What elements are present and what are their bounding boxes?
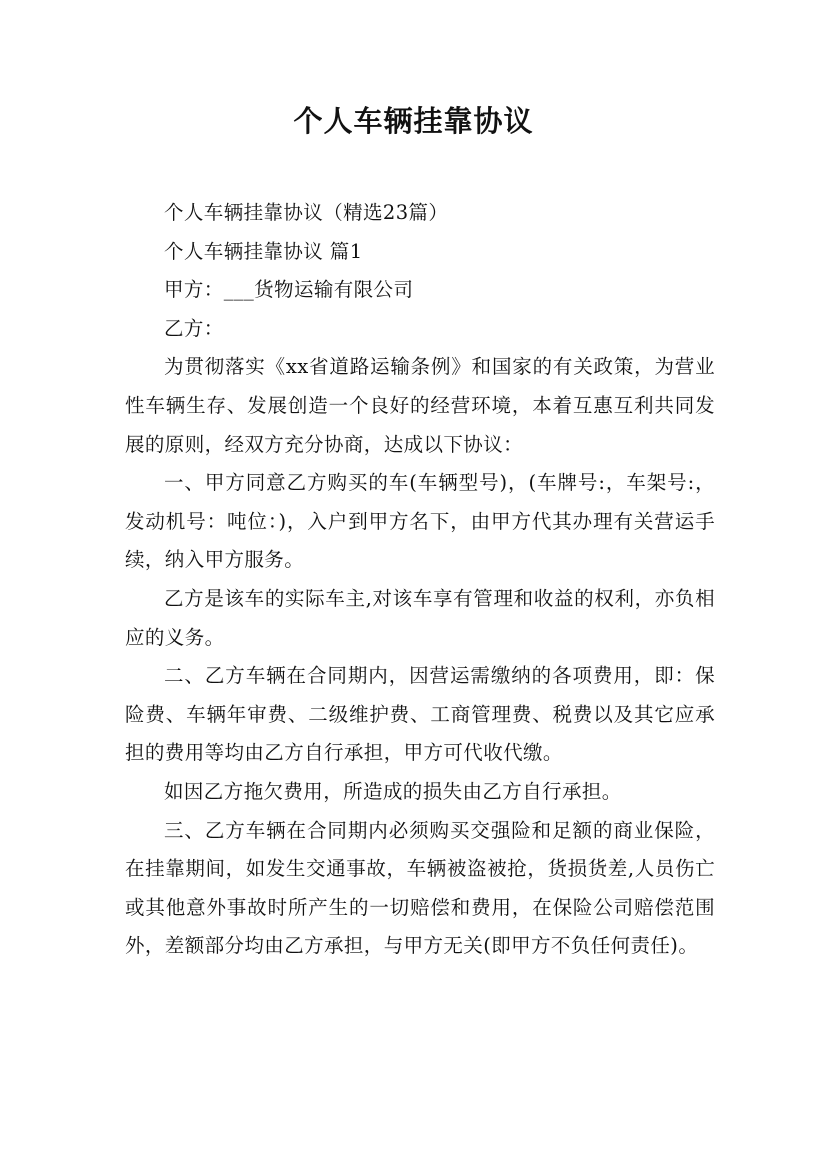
document-body	[125, 194, 715, 966]
paragraph-collection-title: 个人车辆挂靠协议（精选23篇）	[164, 201, 449, 224]
paragraph-owner-rights: 乙方是该车的实际车主,对该车享有管理和收益的权利，亦负相应的义务。	[125, 586, 715, 649]
paragraph-clause-1: 一、甲方同意乙方购买的车(车辆型号)，(车牌号:，车架号:，发动机号：吨位：)，入户到甲方名下，由甲方代其办理有关营运手续，纳入甲方服务。	[125, 471, 715, 572]
document-title: 个人车辆挂靠协议	[293, 104, 534, 138]
paragraph-party-a: 甲方：___货物运输有限公司	[164, 278, 414, 302]
paragraph-section-heading: 个人车辆挂靠协议 篇1	[164, 239, 363, 263]
paragraph-clause-3: 三、乙方车辆在合同期内必须购买交强险和足额的商业保险，在挂靠期间，如发生交通事故，车辆被盗被抢，货损货差,人员伤亡或其他意外事故时所产生的一切赔偿和费用，在保险公司赔偿范围外，差额部分均由乙方承担，与甲方无关(即甲方不负任何责任)。	[125, 818, 715, 958]
paragraph-preamble: 为贯彻落实《xx省道路运输条例》和国家的有关政策，为营业性车辆生存、发展创造一个良好的经营环境，本着互惠互利共同发展的原则，经双方充分协商，达成以下协议：	[125, 355, 715, 456]
paragraph-arrears: 如因乙方拖欠费用，所造成的损失由乙方自行承担。	[164, 779, 622, 803]
paragraph-clause-2: 二、乙方车辆在合同期内，因营运需缴纳的各项费用，即：保险费、车辆年审费、二级维护费、工商管理费、税费以及其它应承担的费用等均由乙方自行承担，甲方可代收代缴。	[125, 664, 715, 765]
paragraph-party-b: 乙方：	[164, 316, 224, 340]
